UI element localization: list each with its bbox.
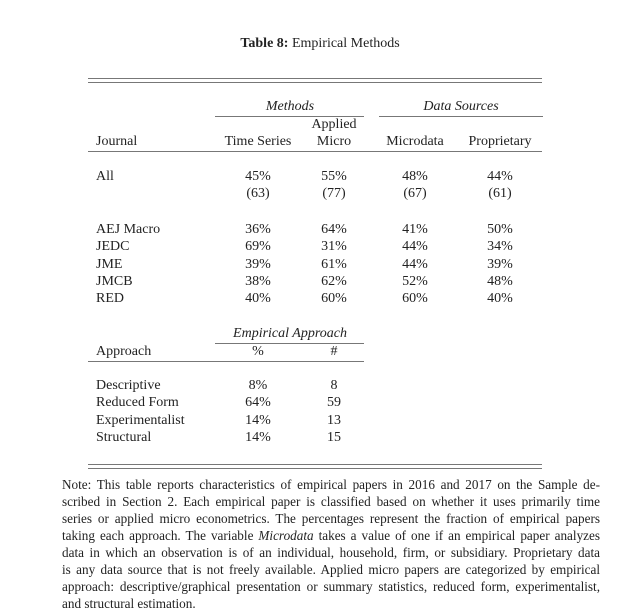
column-header: #: [330, 344, 338, 359]
cell-value: 40%: [245, 291, 271, 307]
cell-value: 44%: [402, 239, 428, 255]
bottom-rule: [88, 468, 542, 469]
cell-value: 64%: [321, 222, 347, 237]
cell-value: 8%: [248, 378, 268, 393]
cell-value: 31%: [321, 239, 347, 255]
cell-count: (61): [488, 186, 512, 201]
group-header-data-sources: Data Sources: [423, 99, 499, 114]
table-caption: [240, 35, 399, 52]
row-label: Structural: [96, 429, 152, 445]
note-line: is any data source that is not freely available. Applied micro papers are categorized by empirical: [62, 562, 600, 577]
cell-value: 50%: [487, 222, 513, 237]
column-header: Microdata: [386, 134, 444, 149]
cell-value: 44%: [487, 169, 513, 184]
note-text: taking each approach. The variable: [62, 528, 259, 543]
note-text: takes a value of one if an empirical paper analyzes: [313, 528, 600, 543]
cell-value: 15: [327, 429, 341, 445]
row-label: Reduced Form: [96, 395, 179, 411]
cell-value: 60%: [321, 291, 347, 307]
row-label: All: [96, 169, 114, 184]
approach-header-rule: [88, 361, 364, 362]
top-rule: [88, 82, 542, 83]
cell-value: 8: [330, 378, 338, 393]
cell-value: 14%: [245, 429, 271, 445]
cell-value: 13: [327, 412, 341, 428]
cell-value: 59: [327, 395, 341, 411]
row-label: AEJ Macro: [96, 222, 161, 237]
cell-value: 39%: [245, 256, 271, 272]
cell-value: 39%: [487, 256, 513, 272]
note-line: Note: This table reports characteristics of empirical papers in 2016 and 2017 on the Sample de-: [62, 477, 600, 492]
row-label: Experimentalist: [96, 412, 185, 428]
column-header: Proprietary: [468, 134, 532, 149]
cell-count: (77): [322, 186, 346, 201]
column-header: Applied: [311, 117, 357, 132]
cell-count: (63): [246, 186, 270, 201]
cell-value: 45%: [245, 169, 271, 184]
row-label: JEDC: [96, 239, 130, 255]
row-label: Descriptive: [96, 378, 161, 393]
cell-value: 64%: [245, 395, 271, 411]
cell-value: 38%: [245, 273, 271, 289]
cell-value: 48%: [402, 169, 428, 184]
caption-text: Empirical Methods: [291, 36, 400, 51]
cell-value: 60%: [402, 291, 428, 307]
cell-value: 34%: [487, 239, 513, 255]
column-header: Micro: [316, 134, 352, 149]
note-line: approach: descriptive/graphical presentation or summary statistics, reduced form, experimentalist,: [62, 579, 600, 594]
cell-value: 44%: [402, 256, 428, 272]
empirical-approach-underline: [215, 343, 364, 344]
cell-value: 41%: [402, 222, 428, 237]
bottom-rule: [88, 464, 542, 465]
header-rule: [88, 151, 542, 152]
cell-value: 52%: [402, 273, 428, 289]
journal-header: Journal: [96, 134, 138, 149]
approach-header: Approach: [96, 344, 152, 359]
cell-value: 69%: [245, 239, 271, 255]
cell-value: 48%: [487, 273, 513, 289]
note-line: data in which an observation is of an individual, household, firm, or subsidiary. Proprietary data: [62, 545, 600, 560]
cell-value: 61%: [321, 256, 347, 272]
note-line: [62, 527, 600, 544]
cell-value: 55%: [321, 169, 347, 184]
table-note: [62, 476, 600, 612]
group-header-empirical-approach: Empirical Approach: [233, 326, 347, 341]
note-italic-term: Microdata: [258, 528, 314, 543]
cell-value: 40%: [487, 291, 513, 307]
row-label: RED: [96, 291, 124, 307]
caption-label: Table 8:: [240, 36, 289, 51]
group-header-methods: Methods: [265, 99, 315, 114]
column-header: Time Series: [224, 134, 292, 149]
row-label: JMCB: [96, 273, 133, 289]
row-label: JME: [96, 256, 123, 272]
column-header: %: [252, 344, 264, 359]
note-line: and structural estimation.: [62, 596, 196, 611]
cell-count: (67): [403, 186, 427, 201]
top-rule: [88, 78, 542, 79]
cell-value: 62%: [321, 273, 347, 289]
cell-value: 14%: [245, 412, 271, 428]
cell-value: 36%: [245, 222, 271, 237]
note-line: scribed in Section 2. Each empirical paper is classified based on whether it uses primarily time: [62, 494, 600, 509]
note-line: series or applied micro econometrics. The percentages represent the fraction of empirical papers: [62, 511, 600, 526]
data-sources-underline: [379, 116, 543, 117]
